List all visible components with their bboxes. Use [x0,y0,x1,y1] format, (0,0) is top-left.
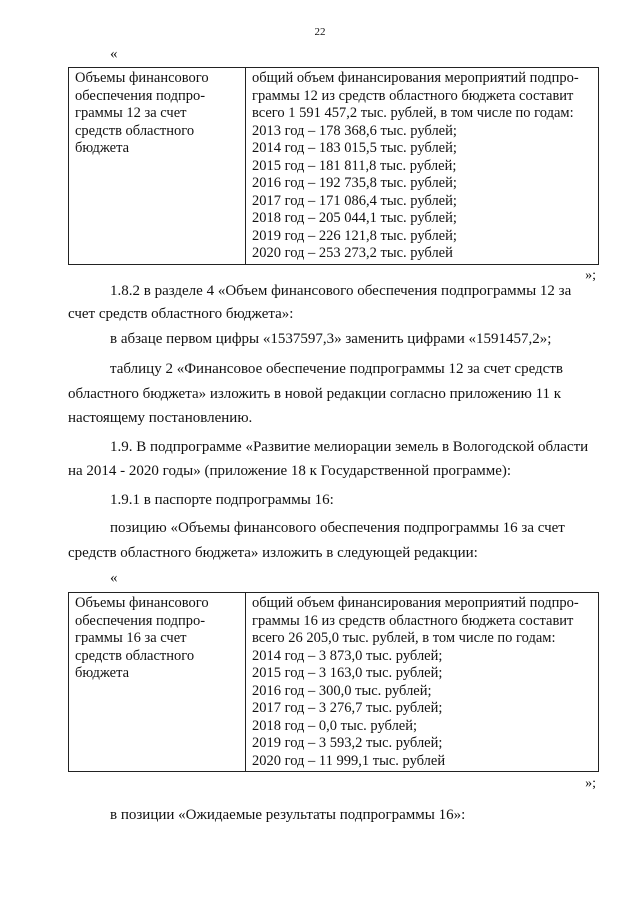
paragraph-line: в абзаце первом цифры «1537597,3» заменить цифрами «1591457,2»; [110,331,552,347]
cell-line: общий объем финансирования мероприятий подпро- [252,595,579,611]
close-quote-1: »; [585,268,596,283]
paragraph-line: 1.9. В подпрограмме «Развитие мелиорации земель в Вологодской области [110,439,589,455]
cell-line: 2017 год – 3 276,7 тыс. рублей; [252,700,443,716]
cell-line: обеспечения подпро- [75,612,206,629]
cell-line: всего 26 205,0 тыс. рублей, в том числе по годам: [252,630,556,646]
cell-line: граммы 16 за счет [75,630,187,646]
paragraph-line: 1.9.1 в паспорте подпрограммы 16: [110,492,334,508]
cell-line: обеспечения подпро- [75,87,206,104]
cell-line: общий объем финансирования мероприятий подпро- [252,70,579,86]
cell-line: 2020 год – 11 999,1 тыс. рублей [252,752,446,769]
cell-line: граммы 16 из средств областного бюджета составит [252,612,574,629]
cell-line: 2018 год – 0,0 тыс. рублей; [252,717,418,734]
paragraph-line: счет средств областного бюджета»: [68,306,294,322]
cell-line: бюджета [75,665,130,681]
paragraph-line: настоящему постановлению. [68,410,253,426]
open-quote-2: « [110,570,118,586]
cell-line: граммы 12 из средств областного бюджета составит [252,87,574,104]
cell-line: средств областного [75,647,195,664]
page-number: 22 [314,26,326,38]
cell-line: 2016 год – 192 735,8 тыс. рублей; [252,175,457,191]
cell-line: 2016 год – 300,0 тыс. рублей; [252,682,432,699]
cell-line: 2015 год – 3 163,0 тыс. рублей; [252,665,443,681]
finance-table-16 [68,592,599,772]
cell-line: 2013 год – 178 368,6 тыс. рублей; [252,122,457,139]
cell-line: 2019 год – 3 593,2 тыс. рублей; [252,735,443,751]
table-16-left-cell [69,593,246,771]
cell-line: всего 1 591 457,2 тыс. рублей, в том числе по годам: [252,105,574,121]
paragraph-line: средств областного бюджета» изложить в следующей редакции: [68,545,478,561]
close-quote-2: »; [585,776,596,791]
paragraph-line: таблицу 2 «Финансовое обеспечение подпрограммы 12 за счет средств [110,361,563,377]
finance-table-12 [68,67,599,265]
cell-line: 2014 год – 3 873,0 тыс. рублей; [252,647,443,664]
cell-line: Объемы финансового [75,595,209,611]
cell-line: граммы 12 за счет [75,105,187,121]
cell-line: средств областного [75,122,195,139]
table-12-right-cell [246,68,598,264]
cell-line: 2014 год – 183 015,5 тыс. рублей; [252,140,457,156]
cell-line: Объемы финансового [75,70,209,86]
cell-line: 2017 год – 171 086,4 тыс. рублей; [252,192,457,209]
paragraph-line: на 2014 - 2020 годы» (приложение 18 к Государственной программе): [68,463,512,479]
paragraph-line: позицию «Объемы финансового обеспечения подпрограммы 16 за счет [110,520,565,536]
cell-line: 2018 год – 205 044,1 тыс. рублей; [252,210,457,226]
cell-line: 2020 год – 253 273,2 тыс. рублей [252,245,453,261]
open-quote-1: « [110,46,118,62]
paragraph-line: областного бюджета» изложить в новой редакции согласно приложению 11 к [68,386,562,402]
table-16-right-cell [246,593,598,771]
paragraph-line: 1.8.2 в разделе 4 «Объем финансового обеспечения подпрограммы 12 за [110,283,572,299]
paragraph-line: в позиции «Ожидаемые результаты подпрограммы 16»: [110,807,466,823]
cell-line: бюджета [75,140,130,156]
cell-line: 2015 год – 181 811,8 тыс. рублей; [252,157,457,174]
table-12-left-cell [69,68,246,264]
cell-line: 2019 год – 226 121,8 тыс. рублей; [252,227,457,244]
